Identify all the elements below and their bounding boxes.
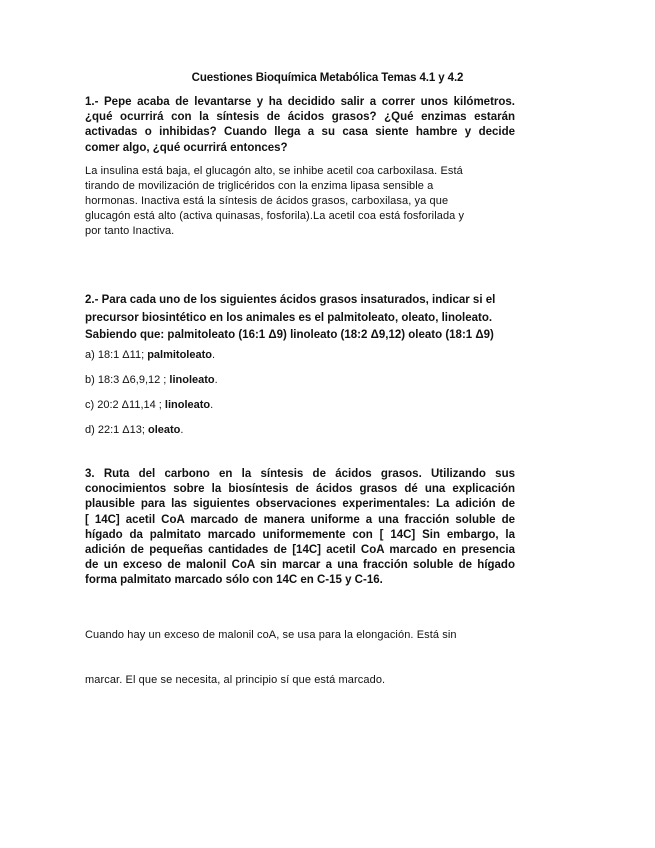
question-3-line: [ 14C] acetil CoA marcado de manera uniforme a una fracción soluble de bbox=[85, 513, 515, 526]
answer-3 bbox=[85, 598, 515, 718]
question-1-line: 1.- Pepe acaba de levantarse y ha decidido salir a correr unos kilómetros. bbox=[85, 96, 515, 108]
question-3 bbox=[85, 467, 515, 589]
question-2-line: 2.- Para cada uno de los siguientes ácidos grasos insaturados, indicar si el bbox=[85, 294, 496, 306]
option-d bbox=[85, 424, 183, 436]
option-answer: palmitoleato bbox=[147, 349, 212, 361]
option-suffix: . bbox=[211, 349, 216, 361]
question-1 bbox=[85, 95, 515, 156]
question-3-line: forma palmitato marcado sólo con 14C en C-15 y C-16. bbox=[85, 574, 383, 587]
question-1-line: comer algo, ¿qué ocurrirá entonces? bbox=[85, 141, 288, 154]
option-a bbox=[85, 349, 215, 361]
option-c bbox=[85, 399, 213, 411]
option-text: b) 18:3 Δ6,9,12 ; bbox=[85, 374, 170, 386]
answer-1-line: glucagón está alto (activa quinasas, fosforila).La acetil coa está fosforilada y bbox=[85, 210, 465, 222]
answer-1-line: La insulina está baja, el glucagón alto, se inhibe acetil coa carboxilasa. Está bbox=[85, 165, 463, 177]
answer-1 bbox=[85, 164, 515, 239]
question-2-line: precursor biosintético en los animales es el palmitoleato, oleato, linoleato. bbox=[85, 311, 493, 324]
question-3-line: hígado da palmitato marcado uniformemente con [ 14C] Sin embargo, la bbox=[85, 528, 515, 541]
question-3-line: conocimientos sobre la biosíntesis de ácidos grasos dé una explicación bbox=[85, 483, 515, 496]
option-suffix: . bbox=[214, 374, 218, 386]
option-answer: linoleato bbox=[164, 399, 211, 411]
option-b bbox=[85, 374, 218, 386]
option-answer: linoleato bbox=[169, 374, 215, 386]
option-text: c) 20:2 Δ11,14 ; bbox=[85, 399, 165, 411]
option-text: a) 18:1 Δ11; bbox=[85, 349, 148, 361]
question-2 bbox=[85, 292, 515, 345]
page-title: Cuestiones Bioquímica Metabólica Temas 4.1 y 4.2 bbox=[191, 72, 464, 84]
question-3-line: de un exceso de malonil CoA sin marcar a una fracción soluble de hígado bbox=[85, 559, 515, 572]
option-suffix: . bbox=[210, 399, 214, 411]
question-2-line: Sabiendo que: palmitoleato (16:1 Δ9) linoleato (18:2 Δ9,12) oleato (18:1 Δ9) bbox=[85, 329, 494, 341]
question-3-line: plausible para las siguientes observaciones experimentales: La adición de bbox=[85, 498, 515, 511]
option-answer: oleato bbox=[148, 424, 181, 436]
option-text: d) 22:1 Δ13; bbox=[85, 424, 148, 436]
answer-1-line: hormonas. Inactiva está la síntesis de ácidos grasos, carboxilasa, ya que bbox=[85, 195, 449, 207]
answer-1-line: por tanto Inactiva. bbox=[85, 225, 175, 237]
question-3-line: adición de pequeñas cantidades de [14C] acetil CoA marcado en presencia bbox=[85, 544, 515, 557]
answer-1-line: tirando de movilización de triglicéridos con la enzima lipasa sensible a bbox=[85, 180, 434, 192]
answer-3-line: Cuando hay un exceso de malonil coA, se usa para la elongación. Está sin bbox=[85, 629, 457, 641]
answer-3-line: marcar. El que se necesita, al principio sí que está marcado. bbox=[85, 674, 386, 686]
question-3-line: 3. Ruta del carbono en la síntesis de ácidos grasos. Utilizando sus bbox=[85, 468, 515, 480]
question-1-line: ¿qué ocurrirá con la síntesis de ácidos grasos? ¿Qué enzimas estarán bbox=[85, 111, 515, 124]
option-suffix: . bbox=[180, 424, 184, 436]
question-1-line: activadas o inhibidas? Cuando llega a su casa siente hambre y decide bbox=[85, 126, 515, 139]
